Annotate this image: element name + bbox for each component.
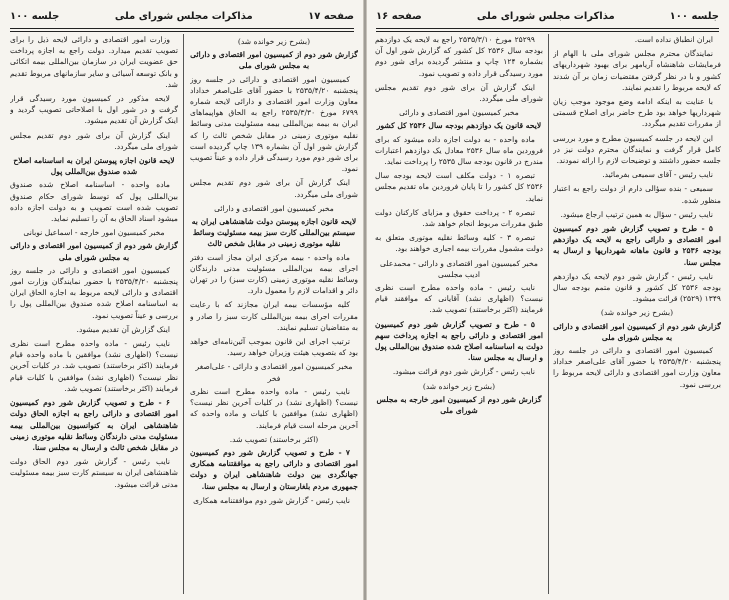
paragraph: نایب رئیس - ماده واحده مطرح است نظری نیست؟ (اظهاری نشد) موافقین با ماده واحده قیام فرمایند (اکثر برخاستند) تصویب شد. در کلیات آخرین نظر نیست؟ (اظهاری نشد) موافقین با کلیات قیام فرمایند (اکثر برخاستند) تصویب شد. <box>10 339 178 393</box>
section-heading: ۷ - طرح و تصویب گزارش شور دوم کمیسیون امور اقتصادی و دارائی راجع به موافقتنامه همکاری جهانگردی بین دولت شاهنشاهی ایران و دولت جمهوری مردم بلغارستان و ارسال به مجلس سنا. <box>190 447 358 491</box>
paragraph: نایب رئیس - ماده واحده مطرح است نظری نیست؟ (اظهاری نشد) در کلیات آخرین نظر نیست؟ (اظهاری نشد) موافقین با کلیات و ماده واحده که آخرین مرحله است قیام فرمایند. <box>190 386 358 430</box>
left-header-rule <box>10 28 354 32</box>
paragraph: (بشرح زیر خوانده شد) <box>422 381 496 391</box>
section-heading: ۵ - طرح و تصویب گزارش شور دوم کمیسیون امور اقتصادی و دارائی راجع به لایحه یک دوازدهم بودجه ۲۵۳۶ و قانون ماهانه شهرداریها و ارسال به مجلس سنا. <box>553 224 721 267</box>
paragraph: کمیسیون امور اقتصادی و دارائی در جلسه روز پنجشنبه ۲۵۳۵/۴/۲۰ با حضور آقای علی‌اصغر خداداد معاون وزارت امور اقتصادی و دارائی لایحه مربوط را بررسی نمود. <box>553 346 721 389</box>
paragraph: سمیعی - بنده سؤالی دارم از دولت راجع به اعتبار منظور شده. <box>553 184 721 205</box>
left-page <box>0 0 364 600</box>
left-page-number: صفحه ۱۷ <box>308 10 354 22</box>
paragraph: لایحه قانون اجازه پیوستن دولت شاهنشاهی ایران به سیستم بین‌المللی کارت سبز بیمه مسئولیت وسائط نقلیه موتوری زمینی در مقابل شخص ثالث <box>191 217 357 249</box>
left-page-header <box>10 6 354 26</box>
paragraph: مخبر کمیسیون امور اقتصادی و دارائی <box>399 108 519 118</box>
paragraph: تبصره ۱ - دولت مکلف است لایحه بودجه سال ۲۵۳۶ کل کشور را تا پایان فروردین ماه تقدیم مجلس نماید. <box>375 171 543 203</box>
right-page-title: مذاکرات مجلس شورای ملی <box>476 10 615 22</box>
paragraph: کمیسیون امور اقتصادی و دارائی در جلسه روز پنجشنبه ۲۵۳۵/۴/۲۰ با حضور آقای علی‌اصغر خداداد معاون وزارت امور اقتصادی و دارائی لایحه شماره ۶۷۹۹ مورخ ۲۵۳۵/۳/۳۰ راجع به الحاق هواپیماهای ایران به بیمه بین‌المللی بیمه مسئولیت مدنی وسائط نقلیه موتوری زمینی در مقابل شخص ثالث را که گزارش شور اول آن بشماره ۱۳۹ چاپ گردیده است برای شور دوم مورد رسیدگی قرار داده و عیناً تصویب نمود. <box>190 74 358 174</box>
paragraph: ایران انطباق نداده است. <box>634 35 713 44</box>
paragraph: اینک گزارش آن تقدیم میشود. <box>76 324 170 334</box>
paragraph: نایب رئیس - گزارش شور دوم قرائت میشود. <box>392 367 535 377</box>
paragraph: نایب رئیس - سؤال به همین ترتیب ارجاع میشود. <box>560 209 713 219</box>
left-page-title: مذاکرات مجلس شورای ملی <box>114 10 253 22</box>
paragraph: ۲۵۲۹۹ مورخ ۲۵۳۵/۳/۱۰ راجع به لایحه یک دوازدهم بودجه سال ۲۵۳۶ کل کشور که گزارش شور اول آن بشماره ۱۲۴ چاپ و منتشر گردیده برای شور دوم مورد رسیدگی قرار داده و تصویب نمود. <box>375 35 543 78</box>
paragraph: نایب رئیس - گزارش شور دوم لایحه یک دوازدهم بودجه ۲۵۳۶ کل کشور و قانون متمم بودجه سال ۱۳۴۹ (۲۵۲۹) قرائت میشود. <box>553 271 721 304</box>
left-column-right <box>190 34 358 594</box>
paragraph: نایب رئیس - گزارش شور دوم الحاق دولت شاهنشاهی ایران به سیستم کارت سبز بیمه مسئولیت مدنی قرائت میشود. <box>10 457 178 489</box>
paragraph: کمیسیون امور اقتصادی و دارائی در جلسه روز پنجشنبه ۲۵۳۵/۴/۲۰ با حضور نمایندگان وزارت امور اقتصادی و دارائی لایحه مربوط به اجازه الحاق ایران به اساسنامه اصلاح شده صندوق بین‌المللی پول را بررسی و عیناً تصویب نمود. <box>10 265 178 320</box>
paragraph: این لایحه در جلسه کمیسیون مطرح و مورد بررسی کامل قرار گرفت و نمایندگان محترم دولت نیز در جلسه حضور داشتند و توضیحات لازم را ارائه نمودند. <box>553 133 721 166</box>
paragraph: اینک گزارش آن برای شور دوم تقدیم مجلس شورای ملی میگردد. <box>375 82 543 104</box>
paragraph: ماده واحده - بیمه مرکزی ایران مجاز است دفتر اجرای بیمه بین‌المللی مسئولیت مدنی دارندگان وسائط نقلیه موتوری زمینی (کارت سبز) را در تهران دائر و اقدامات لازم را معمول دارد. <box>190 252 358 296</box>
right-column-left <box>375 34 543 594</box>
paragraph: نمایندگان محترم مجلس شورای ملی با الهام از فرمایشات شاهنشاه آریامهر برای بهبود شهرداریهای کشور و با در نظر گرفتن مقتضیات زمان بر آن شدند که لایحه مربوط را تقدیم نمایند. <box>553 49 721 92</box>
paragraph: لایحه مذکور در کمیسیون مورد رسیدگی قرار گرفت و در شور اول با اصلاحاتی تصویب گردید و اینک گزارش آن تقدیم میشود. <box>10 94 178 126</box>
paragraph: گزارش شور دوم از کمیسیون امور اقتصادی و دارائی به مجلس شورای ملی <box>10 241 178 262</box>
paragraph: کلیه مؤسسات بیمه ایران مجازند که با رعایت مقررات اجرای بیمه بین‌المللی کارت سبز را صادر و به متقاضیان تسلیم نمایند. <box>190 300 358 332</box>
paragraph: مخبر کمیسیون امور اقتصادی و دارائی <box>214 203 334 213</box>
paragraph: (بشرح زیر خوانده شد) <box>237 37 311 46</box>
paragraph: (بشرح زیر خوانده شد) <box>600 308 674 318</box>
left-page-session: جلسه ۱۰۰ <box>10 10 60 22</box>
paragraph: تبصره ۳ - کلیه وسائط نقلیه موتوری متعلق به دولت مشمول مقررات بیمه اجباری خواهند بود. <box>375 233 543 254</box>
right-header-rule <box>376 28 719 32</box>
paragraph: ماده واحده - به دولت اجازه داده میشود که برای فروردین ماه سال ۲۵۳۶ معادل یک دوازدهم اعتبارات مندرج در قانون بودجه سال ۲۵۳۵ را پرداخت نماید. <box>375 134 543 167</box>
section-heading: ۵ - طرح و تصویب گزارش شور دوم کمیسیون امور اقتصادی و دارائی راجع به اجازه پرداخت سهم دولت به اساسنامه اصلاح شده صندوق بین‌المللی پول و ارسال به مجلس سنا. <box>375 319 543 363</box>
paragraph: گزارش شور دوم از کمیسیون امور خارجه به مجلس شورای ملی <box>376 394 542 416</box>
paragraph: (اکثر برخاستند) تصویب شد. <box>229 434 319 444</box>
left-column-divider <box>183 34 184 594</box>
paragraph: ماده واحده - اساسنامه اصلاح شده صندوق بین‌المللی پول که توسط شورای حکام صندوق تصویب شده است تصویب و به دولت اجازه داده میشود اسناد الحاق به آن را تسلیم نماید. <box>10 180 178 224</box>
left-column-left <box>10 34 178 594</box>
right-column-right <box>553 34 721 594</box>
paragraph: مخبر کمیسیون امور اقتصادی و دارائی - محمدعلی ادیب مجلسی <box>380 258 538 279</box>
paragraph: نایب رئیس - گزارش شور دوم موافقتنامه همکاری <box>193 495 350 505</box>
right-page-session: جلسه ۱۰۰ <box>669 10 719 22</box>
paragraph: تبصره ۲ - پرداخت حقوق و مزایای کارکنان دولت طبق مقررات مربوط انجام خواهد شد. <box>375 207 543 229</box>
paragraph: لایحه قانون یک دوازدهم بودجه سال ۲۵۳۶ کل کشور <box>376 121 542 131</box>
paragraph: گزارش شور دوم از کمیسیون امور اقتصادی و دارائی به مجلس شورای ملی <box>190 50 358 71</box>
right-column-divider <box>548 34 549 594</box>
paragraph: اینک گزارش آن برای شور دوم تقدیم مجلس شورای ملی میگردد. <box>10 130 178 151</box>
paragraph: نایب رئیس - ماده واحده مطرح است نظری نیست؟ (اظهاری نشد) آقایانی که موافقند قیام فرمایند (اکثر برخاستند) تصویب شد. <box>375 283 543 315</box>
paragraph: اینک گزارش آن برای شور دوم تقدیم مجلس شورای ملی میگردد. <box>190 178 358 199</box>
paragraph: وزارت امور اقتصادی و دارائی لایحه ذیل را برای تصویب تقدیم میدارد. دولت راجع به اجازه پرداخت حق عضویت ایران در سازمان بین‌المللی بیمه اتکائی و بانک توسعه آسیائی و سایر سازمانهای مربوط تقدیم شد. <box>10 35 178 89</box>
right-page-header <box>376 6 719 26</box>
paragraph: نایب رئیس - آقای سمیعی بفرمائید. <box>602 170 713 180</box>
paragraph: گزارش شور دوم از کمیسیون امور اقتصادی و دارائی به مجلس شورای ملی <box>553 321 721 342</box>
paragraph: لایحه قانون اجازه پیوستن ایران به اساسنامه اصلاح شده صندوق بین‌المللی پول <box>13 156 175 177</box>
paragraph: با عنایت به اینکه ادامه وضع موجود موجب زیان شهرداریها خواهد بود طرح حاضر برای اصلاح قسمتی از مقررات تقدیم میگردد. <box>553 97 721 129</box>
paragraph: ترتیب اجرای این قانون بموجب آئین‌نامه‌ای خواهد بود که بتصویب هیئت وزیران خواهد رسید. <box>190 337 358 358</box>
section-heading: ۶ - طرح و تصویب گزارش شور دوم کمیسیون امور اقتصادی و دارائی راجع به اجازه الحاق دولت شاهنشاهی ایران به کنوانسیون بین‌المللی بیمه مسئولیت مدنی دارندگان وسائط نقلیه موتوری زمینی در مقابل شخص ثالث و ارسال به مجلس سنا. <box>10 398 178 452</box>
right-page <box>366 0 729 600</box>
right-page-number: صفحه ۱۶ <box>376 10 422 22</box>
paragraph: مخبر کمیسیون امور خارجه - اسماعیل نوبانی <box>23 228 165 238</box>
paragraph: مخبر کمیسیون امور اقتصادی و دارائی - علی‌اصغر فخر <box>195 362 353 383</box>
